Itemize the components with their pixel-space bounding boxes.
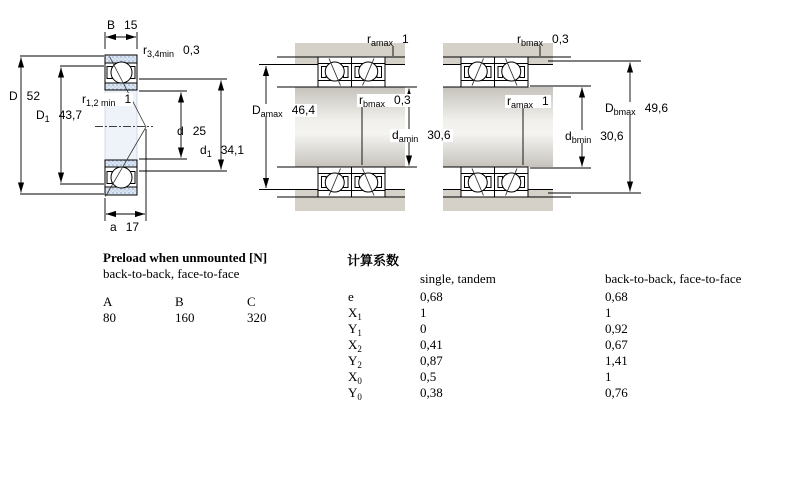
- dim-label-damin: $d_{amin}$ 30,6: [392, 128, 451, 144]
- dim-label-d: d 25: [177, 124, 207, 138]
- dim-label-r12: $r_{1,2 min}$ 1: [82, 92, 132, 108]
- preload-col-B: B: [175, 294, 184, 309]
- dim-label-ramax-a: $r_{amax}$ 1: [367, 32, 409, 48]
- factors-title: 计算系数: [347, 254, 400, 269]
- ball-bottom: [111, 167, 132, 188]
- dim-label-a: a 17: [110, 220, 140, 234]
- dim-label-r34: $r_{3,4min}$ 0,3: [143, 43, 200, 59]
- inner-ring-top: [105, 83, 137, 90]
- dim-label-dbmin: $d_{bmin}$ 30,6: [565, 129, 624, 145]
- preload-value-A: 80: [103, 310, 116, 325]
- dim-label-d1: $d_1$ 34,1: [200, 143, 245, 159]
- preload-col-A: A: [103, 294, 113, 309]
- preload-title: Preload when unmounted [N]: [103, 250, 268, 265]
- paired-arrangement-b-drawing: [443, 43, 641, 211]
- dim-label-D: D 52: [9, 89, 41, 103]
- preload-value-C: 320: [247, 310, 267, 325]
- inner-ring-bottom: [105, 160, 137, 167]
- preload-subtitle: back-to-back, face-to-face: [103, 266, 240, 281]
- dim-label-ramax-b: $r_{amax}$ 1: [507, 94, 549, 110]
- paired-arrangement-a-drawing: [259, 43, 417, 211]
- dim-label-rbmax-b: $r_{bmax}$ 0,3: [517, 32, 569, 48]
- dim-label-B: B 15: [107, 18, 138, 32]
- dim-label-Dbmax: $D_{bmax}$ 49,6: [605, 101, 669, 117]
- dim-label-Damax: $D_{amax}$ 46,4: [252, 103, 316, 119]
- dim-label-rbmax-a: $r_{bmax}$ 0,3: [359, 93, 411, 109]
- bearing-catalog-page: B 15 $r_{3,4min}$ 0,3 D 52 $D_1$ 43,7 $r_{1,2 min}$ 1 d 25 $d_1$ 34,1 a 17 $r_{amax}$ 1 $D_{amax}$ 46,4 $r_{bmax}$ 0,3 $d_{amin}$ 30,6 $r_{bmax}$ 0,3 $r_{amax}$ 1 $d_{bmin}$ 30,6 $D_{bmax}$ 49,6 Preload when unmounted [N] back-to-back, face-to-face A B C 80 160 320 计算系数 single, tandem back-to-back, face-to-face e 0,68 0,68 $X_1$ 1 1 $Y_1$ 0 0,92 $X_2$ 0,41 0,67 $Y_2$ 0,87 1,41 $X_0$ 0,5 1 $Y_0$ 0,38 0,76: [0, 0, 800, 500]
- factors-col-single-header: single, tandem: [420, 271, 496, 286]
- dim-label-D1: $D_1$ 43,7: [36, 108, 83, 124]
- preload-value-B: 160: [175, 310, 195, 325]
- factors-col-paired-header: back-to-back, face-to-face: [605, 271, 742, 286]
- preload-col-C: C: [247, 294, 256, 309]
